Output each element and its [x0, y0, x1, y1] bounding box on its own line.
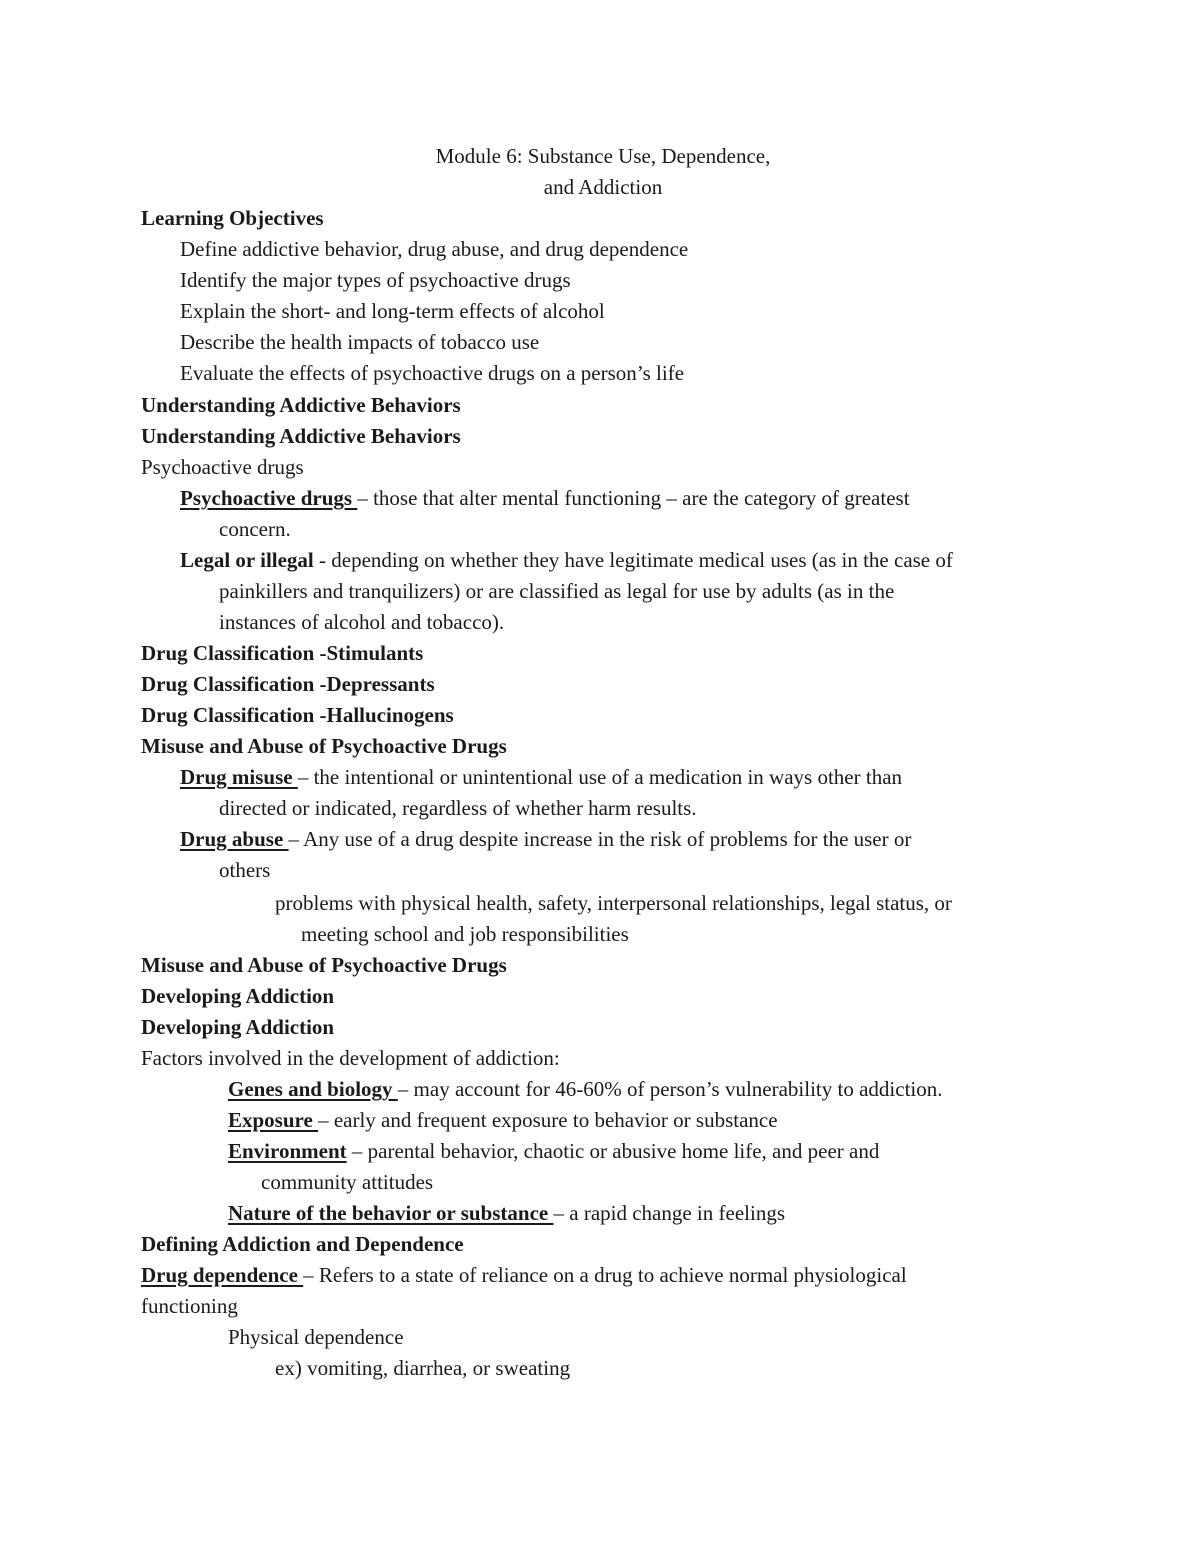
definition-continuation: community attitudes [261, 1170, 434, 1194]
problems-text: problems with physical health, safety, interpersonal relationships, legal status, or [275, 891, 952, 915]
misuse-definition [180, 762, 902, 793]
factor-exposure [228, 1105, 778, 1136]
factor-environment [228, 1136, 879, 1167]
definition-term: Nature of the behavior or substance [228, 1201, 554, 1225]
definition-term: Drug dependence [141, 1263, 304, 1287]
definition-term: Genes and biology [228, 1077, 398, 1101]
classification-heading: Drug Classification -Stimulants [141, 641, 424, 665]
legal-definition [180, 545, 953, 576]
misuse-heading: Misuse and Abuse of Psychoactive Drugs [141, 734, 507, 758]
psychoactive-subheading: Psychoactive drugs [141, 455, 304, 479]
objective-item: Define addictive behavior, drug abuse, and drug dependence [180, 237, 689, 261]
misuse-heading: Misuse and Abuse of Psychoactive Drugs [141, 953, 507, 977]
objective-item: Describe the health impacts of tobacco use [180, 330, 540, 354]
factor-nature [228, 1198, 785, 1229]
dependence-definition [141, 1260, 907, 1291]
objective-item: Evaluate the effects of psychoactive drugs on a person’s life [180, 361, 685, 385]
definition-term: Legal or illegal [180, 548, 314, 572]
definition-term: Drug abuse [180, 827, 289, 851]
example-text: ex) vomiting, diarrhea, or sweating [275, 1356, 571, 1380]
psychoactive-definition [180, 483, 910, 514]
title-line-2: and Addiction [543, 175, 663, 199]
defining-heading: Defining Addiction and Dependence [141, 1232, 464, 1256]
definition-text: – Refers to a state of reliance on a drug to achieve normal physiological [303, 1263, 907, 1287]
definition-text: – may account for 46-60% of person’s vulnerability to addiction. [397, 1077, 943, 1101]
objective-item: Identify the major types of psychoactive drugs [180, 268, 571, 292]
definition-term: Drug misuse [180, 765, 298, 789]
definition-text: - depending on whether they have legitimate medical uses (as in the case of [313, 548, 953, 572]
abuse-definition [180, 824, 911, 855]
physical-dependence: Physical dependence [228, 1325, 404, 1349]
developing-heading: Developing Addiction [141, 1015, 335, 1039]
definition-term: Psychoactive drugs [180, 486, 358, 510]
definition-term: Exposure [228, 1108, 319, 1132]
definition-text: – Any use of a drug despite increase in the risk of problems for the user or [288, 827, 912, 851]
definition-continuation: painkillers and tranquilizers) or are classified as legal for use by adults (as in the [219, 579, 895, 603]
definition-continuation: concern. [219, 517, 291, 541]
developing-heading: Developing Addiction [141, 984, 335, 1008]
objective-item: Explain the short- and long-term effects of alcohol [180, 299, 605, 323]
definition-text: – early and frequent exposure to behavior or substance [318, 1108, 778, 1132]
definition-text: – those that alter mental functioning – are the category of greatest [357, 486, 910, 510]
definition-text: – a rapid change in feelings [553, 1201, 785, 1225]
title-line-1: Module 6: Substance Use, Dependence, [435, 144, 771, 168]
definition-continuation: instances of alcohol and tobacco). [219, 610, 505, 634]
definition-text: – the intentional or unintentional use of a medication in ways other than [297, 765, 903, 789]
understanding-heading: Understanding Addictive Behaviors [141, 393, 461, 417]
definition-term: Environment [228, 1139, 347, 1163]
definition-continuation: directed or indicated, regardless of whether harm results. [219, 796, 697, 820]
classification-heading: Drug Classification -Hallucinogens [141, 703, 454, 727]
factor-genes [228, 1074, 943, 1105]
classification-heading: Drug Classification -Depressants [141, 672, 435, 696]
definition-continuation: others [219, 858, 271, 882]
factors-intro: Factors involved in the development of addiction: [141, 1046, 560, 1070]
definition-continuation: functioning [141, 1294, 238, 1318]
problems-text-continuation: meeting school and job responsibilities [301, 922, 629, 946]
learning-objectives-heading: Learning Objectives [141, 206, 324, 230]
definition-text: – parental behavior, chaotic or abusive home life, and peer and [346, 1139, 880, 1163]
understanding-heading: Understanding Addictive Behaviors [141, 424, 461, 448]
